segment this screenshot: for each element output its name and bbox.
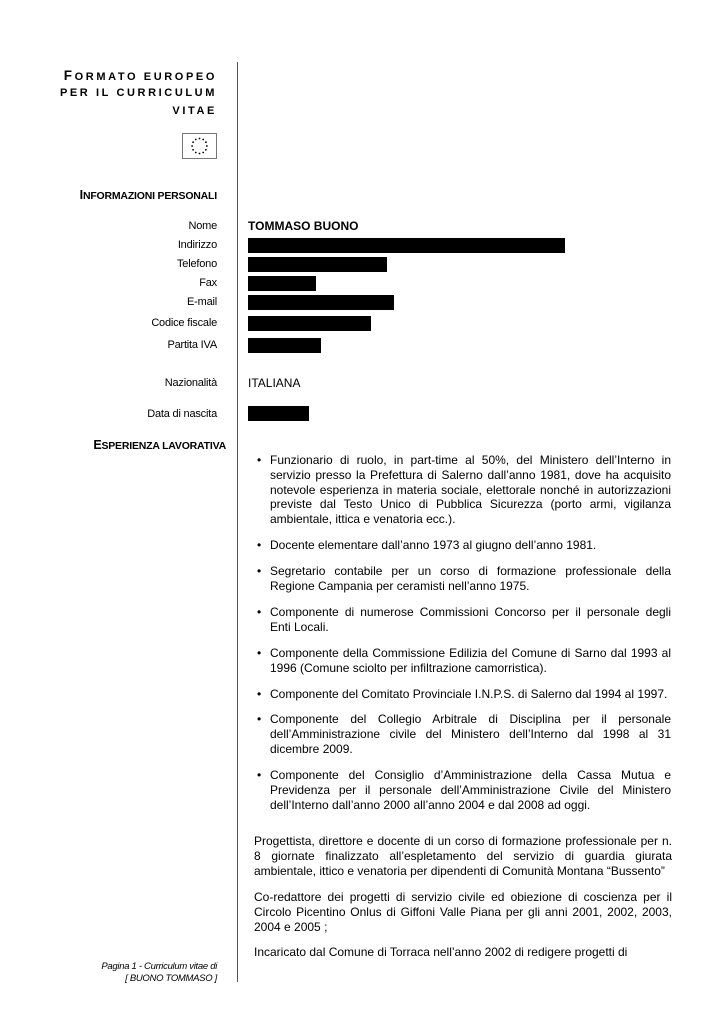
name-label: Nome bbox=[188, 220, 217, 232]
redacted-vat bbox=[248, 338, 321, 353]
fax-label: Fax bbox=[199, 277, 217, 289]
redacted-phone bbox=[248, 257, 387, 272]
address-label: Indirizzo bbox=[177, 239, 217, 251]
experience-bullet-list bbox=[255, 453, 671, 824]
list-item: • Componente del Comitato Provinciale I.N.P.S. di Salerno dal 1994 al 1997. bbox=[255, 687, 671, 702]
vertical-divider bbox=[237, 62, 238, 982]
tax-code-label: Codice fiscale bbox=[151, 317, 217, 329]
document-title-line-3: VITAE bbox=[172, 105, 217, 117]
experience-paragraph: Progettista, direttore e docente di un corso di formazione professionale per n. 8 giornate finalizzato all’espletamento del servizio di guardia giurata ambientale, ittico e venatoria per dipendenti di Comunità Montana “Bussento” bbox=[254, 834, 672, 878]
vat-label: Partita IVA bbox=[167, 339, 217, 351]
nationality-value: ITALIANA bbox=[248, 376, 301, 390]
name-value: TOMMASO BUONO bbox=[248, 219, 359, 233]
list-item: • Componente di numerose Commissioni Concorso per il personale degli Enti Locali. bbox=[255, 605, 671, 635]
eu-flag-icon bbox=[182, 133, 217, 159]
redacted-address bbox=[248, 238, 565, 253]
redacted-email bbox=[248, 295, 394, 310]
redacted-birth-date bbox=[248, 406, 309, 421]
redacted-tax-code bbox=[248, 316, 371, 331]
document-title-line-1: FORMATO EUROPEO bbox=[63, 68, 217, 83]
list-item: • Funzionario di ruolo, in part-time al 50%, del Ministero dell’Interno in servizio presso la Prefettura di Salerno dall’anno 1981, dove ha acquisito notevole esperienza in materia sociale, elettorale nonché in autorizzazioni previste dal Testo Unico di Pubblica Sicurezza (porto armi, vigilanza ambientale, ittica e venatoria ecc.). bbox=[255, 453, 671, 527]
section-personal-info: INFORMAZIONI PERSONALI bbox=[79, 188, 217, 202]
footer-owner-label: [ BUONO TOMMASO ] bbox=[125, 973, 217, 984]
page-footer bbox=[101, 961, 217, 985]
section-work-experience: ESPERIENZA LAVORATIVA bbox=[93, 438, 226, 452]
nationality-label: Nazionalità bbox=[164, 377, 217, 389]
experience-paragraph: Incaricato dal Comune di Torraca nell’anno 2002 di redigere progetti di bbox=[254, 945, 628, 959]
list-item: • Docente elementare dall’anno 1973 al giugno dell’anno 1981. bbox=[255, 538, 671, 553]
document-title-line-2: PER IL CURRICULUM bbox=[59, 87, 217, 99]
list-item: • Componente del Consiglio d’Amministrazione della Cassa Mutua e Previdenza per il personale dell’Amministrazione Civile del Ministero dell’Interno dall’anno 2000 all’anno 2004 e dal 2008 ad oggi. bbox=[255, 768, 671, 812]
list-item: • Segretario contabile per un corso di formazione professionale della Regione Campania per ceramisti nell’anno 1975. bbox=[255, 564, 671, 594]
footer-page-label: Pagina 1 - Curriculum vitae di bbox=[101, 961, 217, 972]
phone-label: Telefono bbox=[177, 258, 217, 270]
email-label: E-mail bbox=[187, 296, 217, 308]
birth-date-label: Data di nascita bbox=[147, 408, 217, 420]
redacted-fax bbox=[248, 276, 316, 291]
experience-paragraph: Co-redattore dei progetti di servizio civile ed obiezione di coscienza per il Circolo Picentino Onlus di Giffoni Valle Piana per gli anni 2001, 2002, 2003, 2004 e 2005 ; bbox=[254, 890, 672, 934]
list-item: • Componente del Collegio Arbitrale di Disciplina per il personale dell’Amministrazione civile del Ministero dell’Interno dal 1998 al 31 dicembre 2009. bbox=[255, 712, 671, 756]
list-item: • Componente della Commissione Edilizia del Comune di Sarno dal 1993 al 1996 (Comune sciolto per infiltrazione camorristica). bbox=[255, 646, 671, 676]
